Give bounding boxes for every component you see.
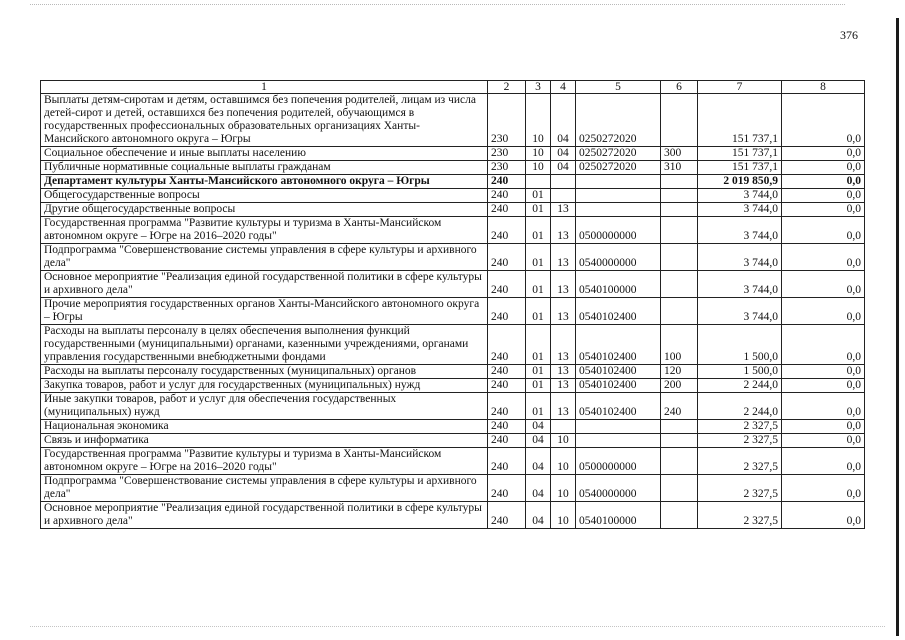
amount-change-cell: 0,0 [782,271,865,298]
expense-type-cell [661,475,698,502]
subsection-code-cell: 10 [551,475,576,502]
expense-type-cell [661,217,698,244]
amount-change-cell: 0,0 [782,393,865,420]
expense-type-cell [661,420,698,434]
table-row [41,393,865,420]
row-description: Расходы на выплаты персоналу в целях обеспечения выполнения функций государственными (муниципальными) органами, казенными учреждениями, органами управления государственными внебюджетными фондами [41,325,488,365]
subsection-code-cell: 13 [551,365,576,379]
expense-type-cell: 120 [661,365,698,379]
section-code-cell: 01 [526,189,551,203]
amount-cell: 3 744,0 [698,203,782,217]
admin-code-cell: 230 [488,94,526,147]
row-description: Прочие мероприятия государственных органов Ханты-Мансийского автономного округа – Югры [41,298,488,325]
amount-cell: 2 327,5 [698,448,782,475]
amount-change-cell: 0,0 [782,448,865,475]
amount-change-cell: 0,0 [782,189,865,203]
table-header-row [41,81,865,94]
row-description: Основное мероприятие "Реализация единой государственной политики в сфере культуры и архивного дела" [41,271,488,298]
section-code-cell: 01 [526,298,551,325]
section-code-cell: 01 [526,217,551,244]
page-edge-shadow [896,18,899,636]
subsection-code-cell: 10 [551,434,576,448]
amount-change-cell: 0,0 [782,161,865,175]
subsection-code-cell [551,175,576,189]
amount-cell: 3 744,0 [698,298,782,325]
row-description: Иные закупки товаров, работ и услуг для обеспечения государственных (муниципальных) нужд [41,393,488,420]
table-row [41,203,865,217]
expense-type-cell [661,244,698,271]
row-description: Национальная экономика [41,420,488,434]
expense-type-cell [661,175,698,189]
expense-type-cell [661,448,698,475]
table-row [41,365,865,379]
header-cell: 5 [576,81,661,94]
target-article-cell: 0500000000 [576,217,661,244]
subsection-code-cell: 13 [551,217,576,244]
table-row [41,161,865,175]
target-article-cell: 0540100000 [576,271,661,298]
expense-type-cell [661,189,698,203]
subsection-code-cell: 13 [551,203,576,217]
row-description: Расходы на выплаты персоналу государственных (муниципальных) органов [41,365,488,379]
subsection-code-cell: 13 [551,271,576,298]
target-article-cell [576,189,661,203]
amount-cell: 1 500,0 [698,325,782,365]
subsection-code-cell: 13 [551,298,576,325]
target-article-cell: 0250272020 [576,94,661,147]
amount-cell: 151 737,1 [698,94,782,147]
amount-cell: 3 744,0 [698,217,782,244]
amount-change-cell: 0,0 [782,94,865,147]
amount-change-cell: 0,0 [782,217,865,244]
table-row [41,298,865,325]
row-description: Департамент культуры Ханты-Мансийского автономного округа – Югры [41,175,488,189]
expense-type-cell: 200 [661,379,698,393]
table-row [41,217,865,244]
amount-change-cell: 0,0 [782,420,865,434]
target-article-cell: 0540000000 [576,244,661,271]
header-cell: 6 [661,81,698,94]
row-description: Социальное обеспечение и иные выплаты населению [41,147,488,161]
table-row [41,448,865,475]
subsection-code-cell: 10 [551,502,576,529]
table-row [41,420,865,434]
budget-table-body [41,81,865,529]
section-code-cell: 01 [526,325,551,365]
amount-cell: 2 327,5 [698,502,782,529]
section-code-cell: 10 [526,161,551,175]
row-description: Связь и информатика [41,434,488,448]
row-description: Закупка товаров, работ и услуг для государственных (муниципальных) нужд [41,379,488,393]
table-row [41,175,865,189]
section-code-cell: 01 [526,271,551,298]
subsection-code-cell: 04 [551,94,576,147]
admin-code-cell: 240 [488,325,526,365]
header-cell: 1 [41,81,488,94]
section-code-cell: 01 [526,244,551,271]
amount-cell: 2 244,0 [698,379,782,393]
page-number: 376 [840,28,858,42]
target-article-cell: 0500000000 [576,448,661,475]
table-row [41,189,865,203]
section-code-cell: 01 [526,365,551,379]
amount-change-cell: 0,0 [782,365,865,379]
target-article-cell [576,434,661,448]
amount-change-cell: 0,0 [782,502,865,529]
amount-change-cell: 0,0 [782,175,865,189]
budget-table [40,80,865,529]
table-row [41,434,865,448]
table-row [41,271,865,298]
subsection-code-cell: 04 [551,161,576,175]
table-row [41,244,865,271]
header-cell: 7 [698,81,782,94]
admin-code-cell: 240 [488,189,526,203]
amount-cell: 2 019 850,9 [698,175,782,189]
amount-cell: 3 744,0 [698,271,782,298]
expense-type-cell: 100 [661,325,698,365]
subsection-code-cell [551,189,576,203]
expense-type-cell [661,203,698,217]
target-article-cell [576,203,661,217]
admin-code-cell: 240 [488,393,526,420]
table-row [41,379,865,393]
subsection-code-cell: 13 [551,393,576,420]
table-row [41,94,865,147]
section-code-cell: 04 [526,448,551,475]
admin-code-cell: 240 [488,175,526,189]
section-code-cell: 04 [526,420,551,434]
amount-cell: 3 744,0 [698,244,782,271]
subsection-code-cell: 13 [551,379,576,393]
admin-code-cell: 240 [488,420,526,434]
admin-code-cell: 240 [488,434,526,448]
header-cell: 8 [782,81,865,94]
target-article-cell: 0540000000 [576,475,661,502]
section-code-cell: 10 [526,147,551,161]
section-code-cell: 01 [526,203,551,217]
amount-change-cell: 0,0 [782,379,865,393]
target-article-cell: 0540100000 [576,502,661,529]
amount-change-cell: 0,0 [782,147,865,161]
expense-type-cell [661,298,698,325]
section-code-cell [526,175,551,189]
target-article-cell: 0540102400 [576,379,661,393]
expense-type-cell: 300 [661,147,698,161]
row-description: Общегосударственные вопросы [41,189,488,203]
expense-type-cell [661,434,698,448]
admin-code-cell: 240 [488,365,526,379]
admin-code-cell: 240 [488,502,526,529]
scan-artifact-bottom [30,626,885,629]
amount-change-cell: 0,0 [782,244,865,271]
table-row [41,325,865,365]
admin-code-cell: 240 [488,475,526,502]
section-code-cell: 04 [526,475,551,502]
subsection-code-cell: 10 [551,448,576,475]
table-row [41,147,865,161]
amount-change-cell: 0,0 [782,434,865,448]
section-code-cell: 04 [526,434,551,448]
amount-cell: 1 500,0 [698,365,782,379]
target-article-cell: 0250272020 [576,161,661,175]
row-description: Государственная программа "Развитие культуры и туризма в Ханты-Мансийском автономном округе – Югре на 2016–2020 годы" [41,217,488,244]
table-row [41,502,865,529]
expense-type-cell: 240 [661,393,698,420]
target-article-cell: 0250272020 [576,147,661,161]
expense-type-cell [661,94,698,147]
admin-code-cell: 240 [488,379,526,393]
section-code-cell: 04 [526,502,551,529]
target-article-cell: 0540102400 [576,325,661,365]
scan-artifact-top [30,4,845,7]
amount-cell: 2 327,5 [698,420,782,434]
admin-code-cell: 230 [488,161,526,175]
target-article-cell [576,420,661,434]
expense-type-cell [661,271,698,298]
row-description: Государственная программа "Развитие культуры и туризма в Ханты-Мансийском автономном округе – Югре на 2016–2020 годы" [41,448,488,475]
admin-code-cell: 240 [488,203,526,217]
amount-cell: 2 327,5 [698,475,782,502]
expense-type-cell: 310 [661,161,698,175]
section-code-cell: 01 [526,379,551,393]
admin-code-cell: 240 [488,298,526,325]
admin-code-cell: 240 [488,271,526,298]
target-article-cell: 0540102400 [576,365,661,379]
table-row [41,475,865,502]
row-description: Подпрограмма "Совершенствование системы управления в сфере культуры и архивного дела" [41,244,488,271]
amount-cell: 151 737,1 [698,147,782,161]
amount-cell: 3 744,0 [698,189,782,203]
amount-change-cell: 0,0 [782,298,865,325]
expense-type-cell [661,502,698,529]
header-cell: 3 [526,81,551,94]
header-cell: 4 [551,81,576,94]
amount-cell: 2 327,5 [698,434,782,448]
row-description: Выплаты детям-сиротам и детям, оставшимся без попечения родителей, лицам из числа детей-сирот и детей, оставшихся без попечения родителей, обучающимся в государственных профессиональных образовательных организациях Ханты-Мансийского автономного округа – Югры [41,94,488,147]
row-description: Другие общегосударственные вопросы [41,203,488,217]
target-article-cell: 0540102400 [576,393,661,420]
admin-code-cell: 240 [488,448,526,475]
target-article-cell [576,175,661,189]
target-article-cell: 0540102400 [576,298,661,325]
row-description: Основное мероприятие "Реализация единой государственной политики в сфере культуры и архивного дела" [41,502,488,529]
section-code-cell: 10 [526,94,551,147]
amount-change-cell: 0,0 [782,325,865,365]
admin-code-cell: 240 [488,244,526,271]
amount-change-cell: 0,0 [782,203,865,217]
header-cell: 2 [488,81,526,94]
subsection-code-cell: 13 [551,244,576,271]
admin-code-cell: 230 [488,147,526,161]
row-description: Публичные нормативные социальные выплаты гражданам [41,161,488,175]
subsection-code-cell: 04 [551,147,576,161]
admin-code-cell: 240 [488,217,526,244]
amount-cell: 2 244,0 [698,393,782,420]
section-code-cell: 01 [526,393,551,420]
amount-cell: 151 737,1 [698,161,782,175]
subsection-code-cell: 13 [551,325,576,365]
amount-change-cell: 0,0 [782,475,865,502]
row-description: Подпрограмма "Совершенствование системы управления в сфере культуры и архивного дела" [41,475,488,502]
subsection-code-cell [551,420,576,434]
